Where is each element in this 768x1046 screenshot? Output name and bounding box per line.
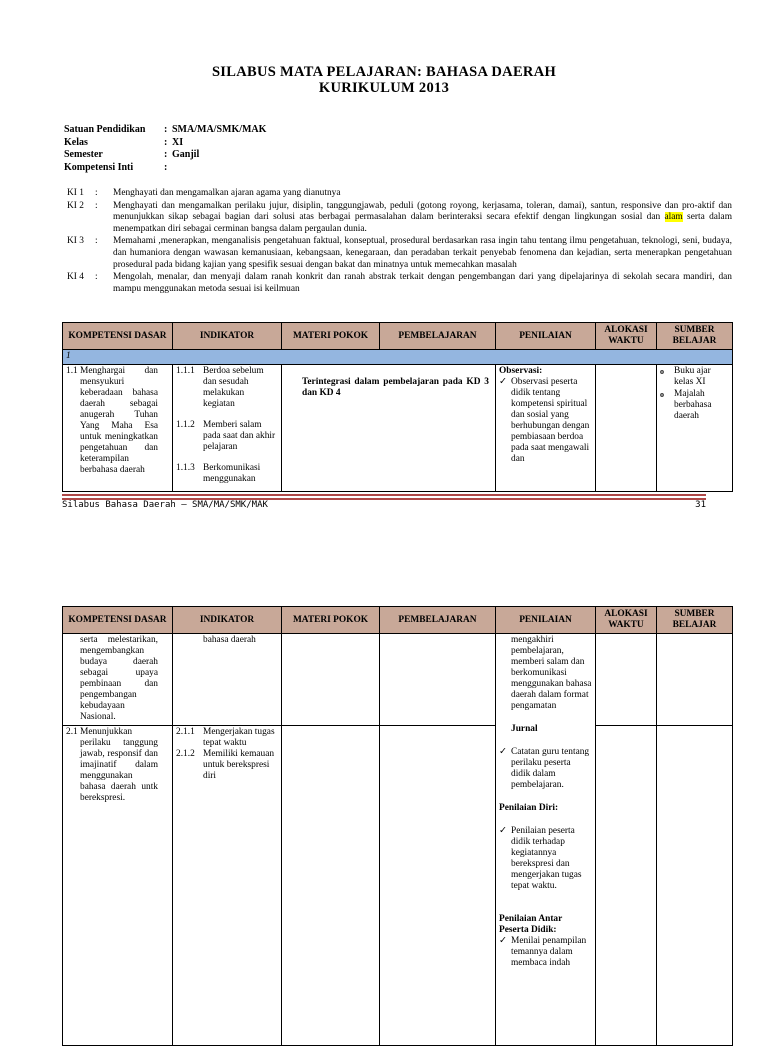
indikator-cell-continued: bahasa daerah <box>173 634 282 726</box>
materi-cell <box>282 634 380 726</box>
checkmark-icon: ✓ <box>499 936 507 946</box>
kd-cell: 2.1 Menunjukkan perilaku tanggung jawab, responsif dan imajinatif dalam menggunakan bahasa daerah untk berekspresi. <box>63 726 173 1046</box>
header-alokasi-waktu: ALOKASI WAKTU <box>596 607 657 634</box>
checkmark-icon: ✓ <box>499 826 507 836</box>
header-sumber-belajar: SUMBER BELAJAR <box>657 323 733 350</box>
silabus-table-page1 <box>62 322 733 492</box>
header-kompetensi-dasar: KOMPETENSI DASAR <box>63 323 173 350</box>
identity-block <box>64 124 266 174</box>
sumber-cell: o Buku ajar kelas XI o Majalah berbahasa daerah <box>657 365 733 492</box>
table-header <box>63 607 733 634</box>
indikator-cell: 2.1.1 Mengerjakan tugas tepat waktu 2.1.2 Memiliki kemauan untuk berekspresi diri <box>173 726 282 1046</box>
bullet-icon: o <box>660 390 664 399</box>
penilaian-cell-continued: mengakhiri pembelajaran, memberi salam dan berkomunikasi menggunakan bahasa daerah dalam format pengamatan Jurnal ✓ Catatan guru tentang perilaku peserta didik dalam pembelajaran. Penilaian Diri: ✓ Penilaian peserta didik terhadap kegiatannya berekspresi dan mengerjakan tugas tepat waktu. Penilaian Antar Peserta Didik: ✓ Menilai penampilan temannya dalam membaca indah <box>496 634 596 1046</box>
info-row-kelas: Kelas : XI <box>64 136 184 148</box>
header-indikator: INDIKATOR <box>173 607 282 634</box>
ki-1: KI 1 : Menghayati dan mengamalkan ajaran agama yang dianutnya <box>67 188 341 198</box>
ki-2: KI 2 : Menghayati dan mengamalkan perilaku jujur, disiplin, tanggungjawab, peduli (gotong royong, kerjasama, toleran, damai), santun, responsive dan pro-aktif dan menunjukkan sikap sebagai bagian dari solusi atas berbagai permasalahan dalam berinteraksi secara efektif dengan lingkungan sosial dan alam serta dalam menempatkan diri sebagai cerminan bangsa dalam pergaulan dunia. <box>67 200 732 234</box>
header-indikator: INDIKATOR <box>173 323 282 350</box>
document-subtitle: KURIKULUM 2013 <box>318 80 450 96</box>
header-pembelajaran: PEMBELAJARAN <box>380 323 496 350</box>
materi-cell: Terintegrasi dalam pembelajaran pada KD 3 dan KD 4 <box>282 365 496 492</box>
header-pembelajaran: PEMBELAJARAN <box>380 607 496 634</box>
ki-3: KI 3 : Memahami ,menerapkan, menganalisis pengetahuan faktual, konseptual, prosedural berdasarkan rasa ingin tahu tentang ilmu pengetahuan, teknologi, seni, budaya, dan humaniora dengan wawasan kemanusiaan, kebangsaan, kenegaraan, dan peradaban terkait penyebab fenomena dan kejadian, serta menerapkan pengetahuan prosedural pada bidang kajian yang spesifik sesuai dengan bakat dan minatnya untuk memecahkan masalah <box>67 236 732 270</box>
page-32 <box>0 580 768 1024</box>
footer-title: Silabus Bahasa Daerah – SMA/MA/SMK/MAK <box>62 500 268 510</box>
page-footer <box>62 500 706 510</box>
page-31 <box>0 0 768 520</box>
table-row <box>63 634 733 726</box>
info-row-kompetensi-inti: Kompetensi Inti : <box>64 161 168 173</box>
sumber-cell <box>657 634 733 726</box>
ki-4: KI 4 : Mengolah, menalar, dan menyaji dalam ranah konkrit dan ranah abstrak terkait dengan pengembangan dari yang dipelajarinya di sekolah secara mandiri, dan mampu menggunakan metoda sesuai isi keilmuan <box>67 272 732 294</box>
pembelajaran-cell <box>380 726 496 1046</box>
kompetensi-inti-list <box>67 188 732 296</box>
table-row <box>63 726 733 1046</box>
ki-band-label: 1 <box>63 350 733 365</box>
checkmark-icon: ✓ <box>499 747 507 757</box>
materi-cell <box>282 726 380 1046</box>
info-row-semester: Semester : Ganjil <box>64 149 200 160</box>
bullet-icon: o <box>660 367 664 376</box>
table-row <box>63 365 733 492</box>
document-title: SILABUS MATA PELAJARAN: BAHASA DAERAH <box>211 64 557 80</box>
sumber-cell <box>657 726 733 1046</box>
header-alokasi-waktu: ALOKASI WAKTU <box>596 323 657 350</box>
table-header <box>63 323 733 350</box>
pembelajaran-cell <box>380 634 496 726</box>
header-penilaian: PENILAIAN <box>496 323 596 350</box>
header-kompetensi-dasar: KOMPETENSI DASAR <box>63 607 173 634</box>
page-number: 31 <box>695 500 706 510</box>
highlighted-word: alam <box>664 212 683 223</box>
kd-cell: 1.1 Menghargai dan mensyukuri keberadaan bahasa daerah sebagai anugerah Tuhan Yang Maha Esa untuk meningkatkan pengetahuan dan keterampilan berbahasa daerah <box>63 365 173 492</box>
header-materi-pokok: MATERI POKOK <box>282 323 380 350</box>
alokasi-cell <box>596 365 657 492</box>
info-row-satuan: Satuan Pendidikan : SMA/MA/SMK/MAK <box>64 124 267 135</box>
header-materi-pokok: MATERI POKOK <box>282 607 380 634</box>
kd-cell-continued: serta melestarikan, mengembangkan budaya daerah sebagai upaya pembinaan dan pengembangan kebudayaan Nasional. <box>63 634 173 726</box>
penilaian-cell: Observasi: ✓ Observasi peserta didik tentang kompetensi spiritual dan sosial yang berhubungan dengan pembiasaan berdoa pada saat mengawali dan <box>496 365 596 492</box>
indikator-cell: 1.1.1 Berdoa sebelum dan sesudah melakukan kegiatan 1.1.2 Memberi salam pada saat dan akhir pelajaran 1.1.3 Berkomunikasi menggunakan <box>173 365 282 492</box>
header-sumber-belajar: SUMBER BELAJAR <box>657 607 733 634</box>
silabus-table-page2 <box>62 606 733 1046</box>
header-penilaian: PENILAIAN <box>496 607 596 634</box>
checkmark-icon: ✓ <box>499 377 507 387</box>
alokasi-cell <box>596 634 657 726</box>
alokasi-cell <box>596 726 657 1046</box>
ki-band-row <box>63 350 733 365</box>
